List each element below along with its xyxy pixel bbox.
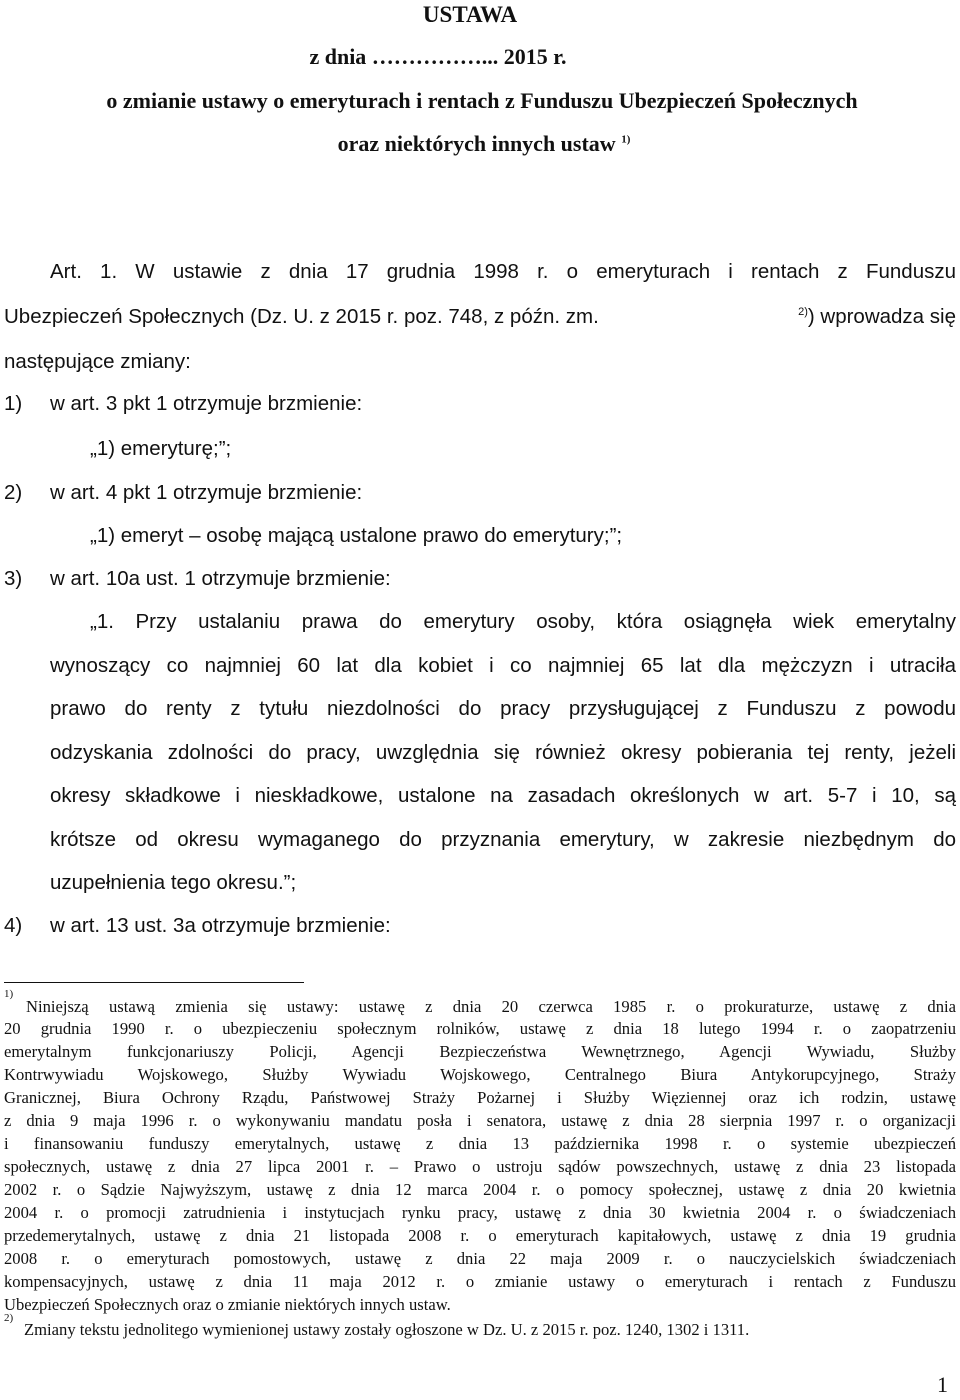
act-subject-line-1 (2, 88, 960, 114)
amendment-item-3-quote-line-3: prawo do renty z tytułu niezdolności do pracy przysługującej z Funduszu z powodu (50, 697, 956, 720)
footnote-1-line-6: z dnia 9 maja 1996 r. o wykonywaniu mandatu posła i senatora, ustawę z dnia 28 sierpnia 1997 r. o organizacji (4, 1111, 956, 1130)
amendment-item-3-quote-line-5: okresy składkowe i nieskładkowe, ustalone na zasadach określonych w art. 5-7 i 10, są (50, 784, 956, 807)
amendment-item-4 (4, 914, 391, 938)
article-1-intro-line-2-text: Ubezpieczeń Społecznych (Dz. U. z 2015 r. poz. 748, z późn. zm. (4, 305, 599, 328)
act-title-text: USTAWA (422, 2, 518, 27)
amendment-item-1-number: 1) (4, 392, 23, 415)
amendment-item-3 (4, 567, 391, 591)
amendment-item-1 (4, 392, 363, 416)
footnote-1-line-10: 2004 r. o promocji zatrudnienia i instytucjach rynku pracy, ustawę z dnia 30 kwietnia 2004 r. o świadczeniach (4, 1203, 956, 1222)
article-1-intro-line-2-end: ) wprowadza się (807, 305, 956, 328)
amendment-item-2-text: w art. 4 pkt 1 otrzymuje brzmienie: (50, 481, 363, 504)
footnote-1-line-4: Kontrwywiadu Wojskowego, Służby Wywiadu Wojskowego, Centralnego Biura Antykorupcyjnego, Straży (4, 1065, 956, 1084)
amendment-item-4-text: w art. 13 ust. 3a otrzymuje brzmienie: (50, 914, 391, 937)
act-subject-line-2 (4, 131, 960, 157)
amendment-item-3-quote-line-1: „1. Przy ustalaniu prawa do emerytury osoby, która osiągnęła wiek emerytalny (90, 610, 956, 633)
amendment-item-3-quote-line-7: uzupełnienia tego okresu.”; (50, 871, 297, 894)
footnote-1-line-1: Niniejszą ustawą zmienia się ustawy: ustawę z dnia 20 czerwca 1985 r. o prokuraturze, ustawę z dnia (26, 997, 956, 1016)
amendment-item-3-number: 3) (4, 567, 23, 590)
amendment-item-4-number: 4) (4, 914, 23, 937)
footnote-1-line-11: przedemerytalnych, ustawę z dnia 21 listopada 2008 r. o emeryturach kapitałowych, ustawę z dnia 19 grudnia (4, 1226, 956, 1245)
article-1-intro-line-3: następujące zmiany: (4, 350, 191, 373)
act-subject-text-2: oraz niektórych innych ustaw (337, 131, 616, 156)
amendment-item-3-quote-line-2: wynoszący co najmniej 60 lat dla kobiet i co najmniej 65 lat dla mężczyzn i utraciła (50, 654, 956, 677)
act-title (0, 2, 950, 28)
footnote-ref-1: 1) (621, 133, 631, 146)
page-number: 1 (937, 1372, 948, 1397)
footnote-1-line-13: kompensacyjnych, ustawę z dnia 11 maja 2012 r. o zmianie ustawy o emeryturach i rentach z Funduszu (4, 1272, 956, 1291)
footnote-ref-2: 2) (798, 306, 808, 319)
footnote-1-line-5: Granicznej, Biura Ochrony Rządu, Państwowej Straży Pożarnej i Służby Więziennej oraz ich rodzin, ustawę (4, 1088, 956, 1107)
footnote-1-line-8: społecznych, ustawę z dnia 27 lipca 2001 r. – Prawo o ustroju sądów powszechnych, ustawę z dnia 23 listopada (4, 1157, 956, 1176)
amendment-item-3-quote-line-4: odzyskania zdolności do pracy, uwzględnia się również okresy pobierania tej renty, jeżeli (50, 741, 956, 764)
article-1-intro-line-2-tail (798, 305, 956, 329)
article-1-intro-line-1: Art. 1. W ustawie z dnia 17 grudnia 1998 r. o emeryturach i rentach z Funduszu (50, 260, 956, 283)
footnote-separator (4, 982, 304, 983)
amendment-item-3-text: w art. 10a ust. 1 otrzymuje brzmienie: (50, 567, 391, 590)
footnote-1-line-9: 2002 r. o Sądzie Najwyższym, ustawę z dnia 12 marca 2004 r. o pomocy społecznej, ustawę z dnia 20 kwietnia (4, 1180, 956, 1199)
amendment-item-2-quote: „1) emeryt – osobę mającą ustalone prawo do emerytury;”; (90, 524, 623, 547)
footnote-1-line-7: i finansowaniu funduszy emerytalnych, ustawę z dnia 13 października 1998 r. o systemie ubezpieczeń (4, 1134, 956, 1153)
footnote-1-line-2: 20 grudnia 1990 r. o ubezpieczeniu społecznym rolników, ustawę z dnia 18 lutego 1994 r. o zaopatrzeniu (4, 1019, 956, 1038)
footnote-2-text: Zmiany tekstu jednolitego wymienionej ustawy zostały ogłoszone w Dz. U. z 2015 r. poz. 1240, 1302 i 1311. (24, 1320, 750, 1339)
footnote-1-line-12: 2008 r. o emeryturach pomostowych, ustawę z dnia 22 maja 2009 r. o nauczycielskich świadczeniach (4, 1249, 956, 1268)
amendment-item-1-text: w art. 3 pkt 1 otrzymuje brzmienie: (50, 392, 363, 415)
amendment-item-3-quote-line-6: krótsze od okresu wymaganego do przyznania emerytury, w zakresie niezbędnym do (50, 828, 956, 851)
footnote-1-line-14: Ubezpieczeń Społecznych oraz o zmianie niektórych innych ustaw. (4, 1295, 451, 1314)
act-subject-text-1: o zmianie ustawy o emeryturach i rentach z Funduszu Ubezpieczeń Społecznych (106, 88, 858, 113)
article-1-intro-line-2 (4, 305, 956, 329)
act-date-text: z dnia ……………... 2015 r. (309, 44, 567, 69)
act-date-line (0, 44, 918, 70)
amendment-item-2-number: 2) (4, 481, 23, 504)
amendment-item-1-quote: „1) emeryturę;”; (90, 437, 232, 460)
footnote-1-line-3: emerytalnym funkcjonariuszy Policji, Agencji Bezpieczeństwa Wewnętrznego, Agencji Wywiadu, Służby (4, 1042, 956, 1061)
amendment-item-2 (4, 481, 363, 505)
